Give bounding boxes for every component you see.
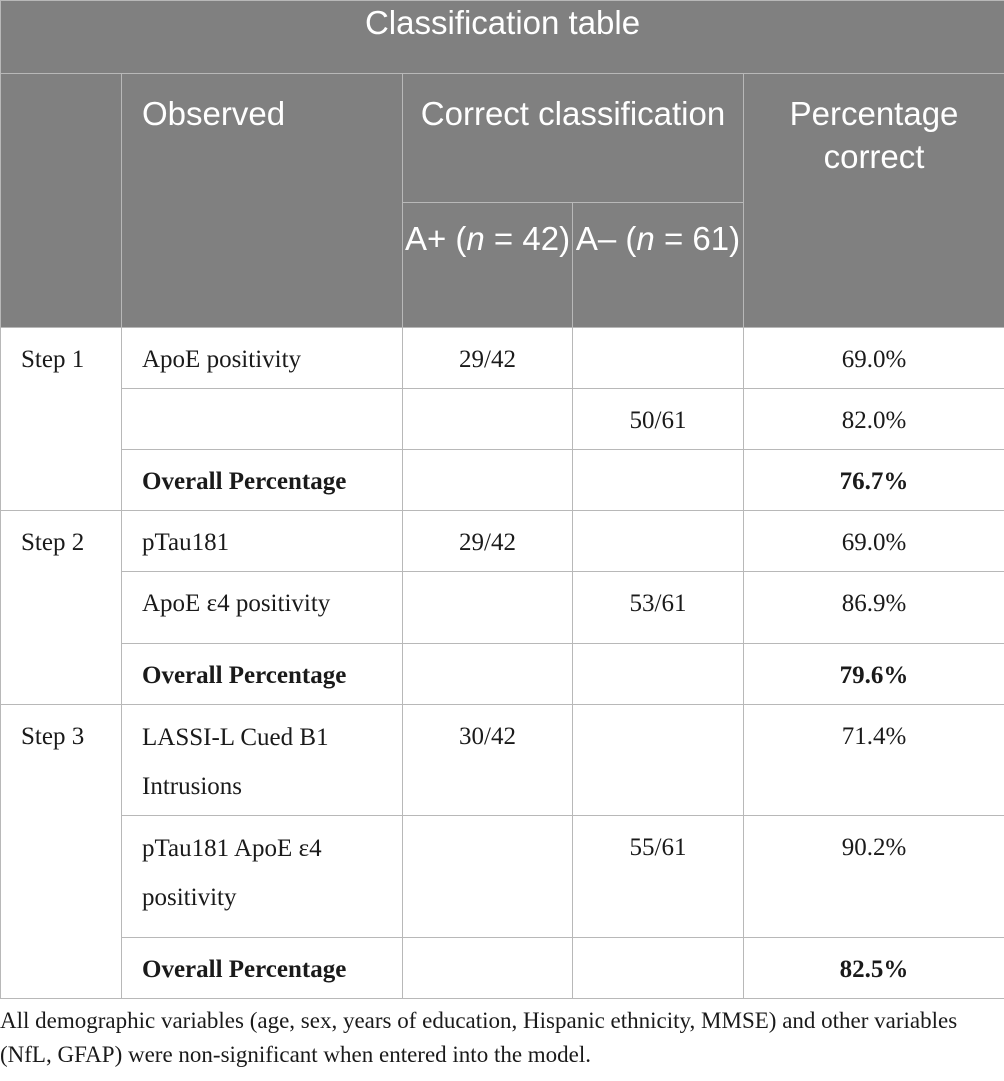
table-row	[1, 328, 1004, 389]
a-plus-cell	[403, 389, 573, 450]
header-percentage-correct: Percentage correct	[744, 74, 1004, 328]
observed-cell: pTau181	[122, 511, 403, 572]
step-label: Step 2	[1, 511, 122, 705]
header-correct-classification: Correct classification	[403, 74, 744, 203]
a-plus-cell	[403, 572, 573, 644]
pct-cell: 90.2%	[744, 816, 1004, 938]
a-plus-cell	[403, 450, 573, 511]
observed-cell: ApoE positivity	[122, 328, 403, 389]
observed-cell: pTau181 ApoE ε4 positivity	[122, 816, 403, 938]
header-a-minus: A– (n = 61)	[573, 203, 744, 328]
overall-label-cell: Overall Percentage	[122, 450, 403, 511]
a-plus-cell	[403, 644, 573, 705]
overall-pct-cell: 79.6%	[744, 644, 1004, 705]
table-row	[1, 705, 1004, 816]
a-plus-cell	[403, 938, 573, 999]
table-row	[1, 450, 1004, 511]
a-minus-cell	[573, 644, 744, 705]
table-row	[1, 644, 1004, 705]
a-minus-cell	[573, 705, 744, 816]
pct-cell: 69.0%	[744, 511, 1004, 572]
pct-cell: 86.9%	[744, 572, 1004, 644]
observed-cell: LASSI-L Cued B1 Intrusions	[122, 705, 403, 816]
a-plus-cell: 29/42	[403, 328, 573, 389]
header-observed: Observed	[122, 74, 403, 328]
step-label: Step 3	[1, 705, 122, 999]
a-plus-cell	[403, 816, 573, 938]
pct-cell: 71.4%	[744, 705, 1004, 816]
observed-cell	[122, 389, 403, 450]
table-row	[1, 511, 1004, 572]
pct-cell: 82.0%	[744, 389, 1004, 450]
table-row	[1, 938, 1004, 999]
a-minus-cell: 50/61	[573, 389, 744, 450]
a-minus-cell: 55/61	[573, 816, 744, 938]
a-minus-cell	[573, 328, 744, 389]
table-row	[1, 389, 1004, 450]
pct-cell: 69.0%	[744, 328, 1004, 389]
table-row	[1, 572, 1004, 644]
a-plus-cell: 30/42	[403, 705, 573, 816]
a-plus-cell: 29/42	[403, 511, 573, 572]
table-footnote: All demographic variables (age, sex, years of education, Hispanic ethnicity, MMSE) and other variables (NfL, GFAP) were non-significant when entered into the model.	[0, 1008, 958, 1067]
header-step-blank	[1, 74, 122, 328]
overall-label-cell: Overall Percentage	[122, 644, 403, 705]
header-a-plus: A+ (n = 42)	[403, 203, 573, 328]
observed-cell: ApoE ε4 positivity	[122, 572, 403, 644]
a-minus-cell	[573, 511, 744, 572]
a-minus-cell	[573, 938, 744, 999]
overall-pct-cell: 82.5%	[744, 938, 1004, 999]
table-title: Classification table	[1, 1, 1004, 74]
table-row	[1, 816, 1004, 938]
overall-label-cell: Overall Percentage	[122, 938, 403, 999]
a-minus-cell: 53/61	[573, 572, 744, 644]
a-minus-cell	[573, 450, 744, 511]
step-label: Step 1	[1, 328, 122, 511]
overall-pct-cell: 76.7%	[744, 450, 1004, 511]
